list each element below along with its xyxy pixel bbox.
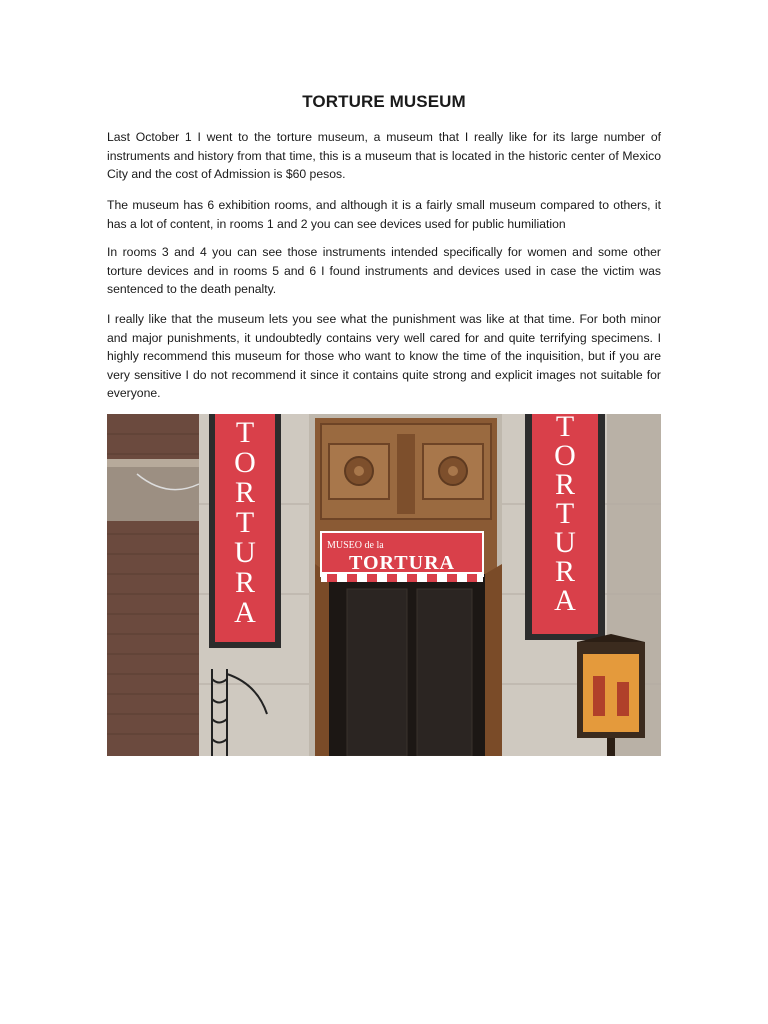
banner-right-text	[554, 414, 576, 617]
banner-letter: U	[234, 536, 256, 569]
museum-entrance-photo	[107, 414, 661, 756]
sign-small-text: MUSEO de la	[327, 540, 384, 551]
banner-letter: O	[234, 446, 256, 479]
paragraph-1: Last October 1 I went to the torture museum, a museum that I really like for its large number of instruments and history from that time, this is a museum that is located in the historic center of Mexico City and the cost of Admission is $60 pesos.	[107, 130, 661, 182]
banner-letter: R	[554, 555, 576, 588]
banner-letter: R	[554, 468, 576, 501]
banner-letter: A	[554, 584, 576, 617]
banner-letter: T	[235, 416, 255, 449]
banner-letter: T	[235, 506, 255, 539]
document-title: TORTURE MUSEUM	[302, 92, 466, 111]
banner-left-text	[234, 416, 256, 629]
banner-letter: R	[234, 476, 256, 509]
banner-letter: U	[554, 526, 576, 559]
banner-letter: R	[234, 566, 256, 599]
banner-letter: A	[234, 596, 256, 629]
sign-big-text: TORTURA	[349, 552, 455, 574]
banner-letter: O	[554, 439, 576, 472]
banner-letter: T	[555, 497, 575, 530]
paragraph-3: In rooms 3 and 4 you can see those instruments intended specifically for women and some other torture devices and in rooms 5 and 6 I found instruments and devices used in case the victim was sentenced to the death penalty.	[107, 245, 661, 297]
banner-letter: T	[555, 414, 575, 443]
paragraph-4: I really like that the museum lets you see what the punishment was like at that time. For both minor and major punishments, it undoubtedly contains very well cared for and quite terrifying specimens. I highly recommend this museum for those who want to know the time of the inquisition, but if you are very sensitive I do not recommend it since it contains quite strong and explicit images not suitable for everyone.	[107, 312, 661, 401]
paragraph-2: The museum has 6 exhibition rooms, and although it is a fairly small museum compared to others, it has a lot of content, in rooms 1 and 2 you can see devices used for public humiliation	[107, 198, 661, 231]
stone-ledge	[107, 459, 199, 521]
